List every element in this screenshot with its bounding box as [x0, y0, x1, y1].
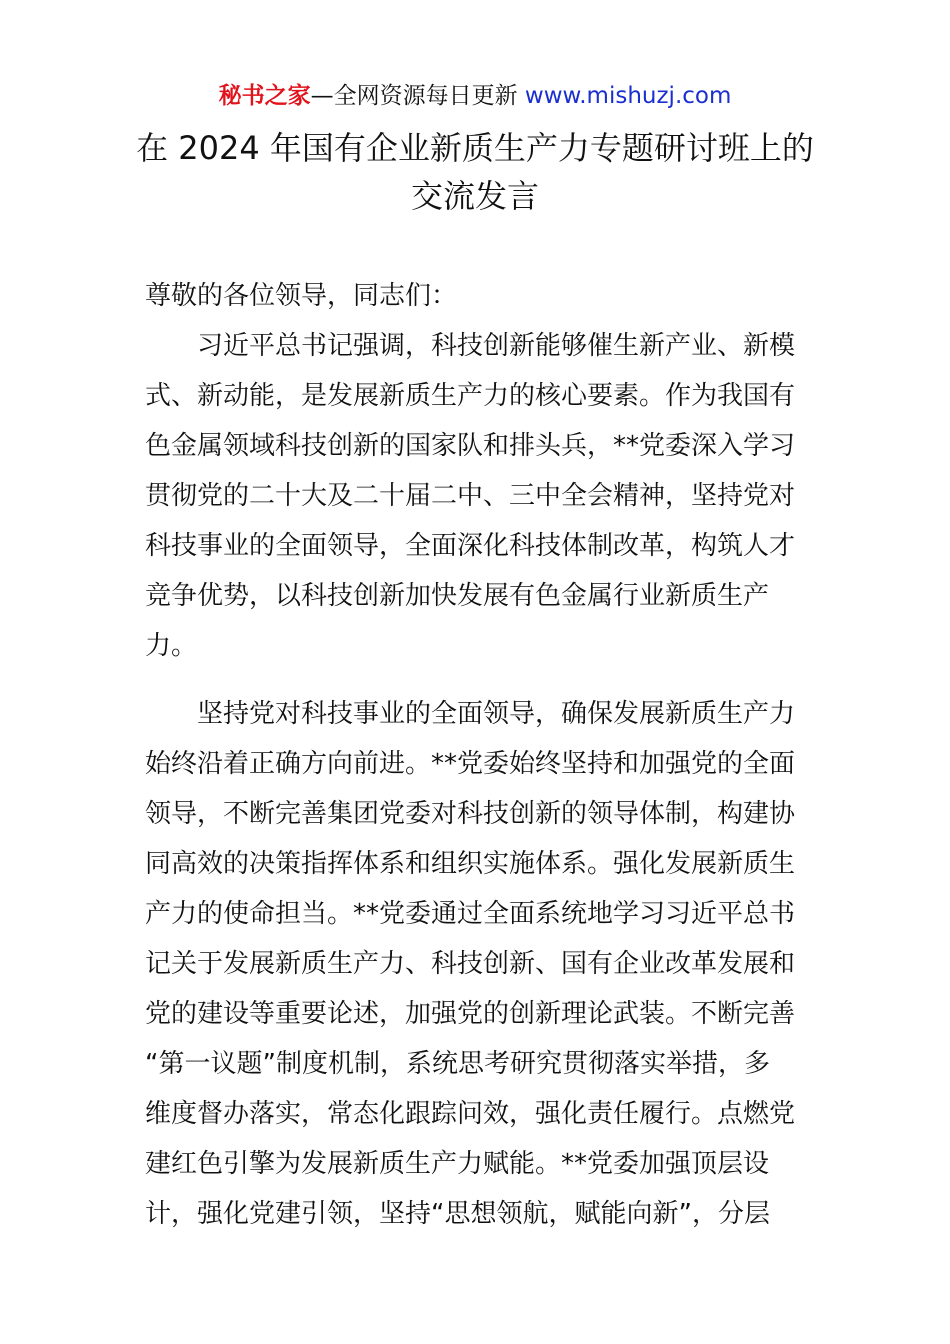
paragraph-1: [145, 328, 810, 678]
paragraph-line: 维度督办落实，常态化跟踪问效，强化责任履行。点燃党: [145, 1099, 796, 1129]
paragraph-line: 科技事业的全面领导，全面深化科技体制改革，构筑人才: [145, 531, 796, 561]
paragraph-line: 贯彻党的二十大及二十届二中、三中全会精神，坚持党对: [145, 481, 796, 511]
paragraph-line: 产力的使命担当。**党委通过全面系统地学习习近平总书: [145, 899, 796, 929]
paragraph-line: 竞争优势，以科技创新加快发展有色金属行业新质生产: [145, 581, 770, 611]
salutation: 尊敬的各位领导，同志们：: [145, 281, 458, 311]
paragraph-line: 计，强化党建引领，坚持“思想领航，赋能向新”，分层: [145, 1199, 770, 1229]
paragraph-line: 色金属领域科技创新的国家队和排头兵，**党委深入学习: [145, 431, 796, 461]
site-tagline: —全网资源每日更新: [310, 83, 518, 109]
paragraph-line: 同高效的决策指挥体系和组织实施体系。强化发展新质生: [145, 849, 796, 879]
paragraph-line: 式、新动能，是发展新质生产力的核心要素。作为我国有: [145, 381, 796, 411]
site-name: 秘书之家: [218, 83, 311, 109]
document-body: [145, 278, 810, 1246]
title-line-1: 在 2024 年国有企业新质生产力专题研讨班上的: [136, 129, 814, 167]
site-url-link[interactable]: www.mishuzj.com: [524, 83, 732, 109]
paragraph-line: 力。: [145, 631, 198, 661]
paragraph-line: “第一议题”制度机制，系统思考研究贯彻落实举措，多: [145, 1049, 770, 1079]
paragraph-gap: [145, 678, 810, 696]
paragraph-line: 领导，不断完善集团党委对科技创新的领导体制，构建协: [145, 799, 796, 829]
paragraph-2: [145, 696, 810, 1246]
paragraph-line: 记关于发展新质生产力、科技创新、国有企业改革发展和: [145, 949, 796, 979]
paragraph-line: 习近平总书记强调，科技创新能够催生新产业、新模: [145, 331, 796, 361]
paragraph-line: 坚持党对科技事业的全面领导，确保发展新质生产力: [145, 699, 796, 729]
paragraph-line: 党的建设等重要论述，加强党的创新理论武装。不断完善: [145, 999, 796, 1029]
title-line-2: 交流发言: [410, 177, 539, 215]
paragraph-line: 始终沿着正确方向前进。**党委始终坚持和加强党的全面: [145, 749, 796, 779]
paragraph-line: 建红色引擎为发展新质生产力赋能。**党委加强顶层设: [145, 1149, 770, 1179]
document-title: [100, 124, 850, 220]
site-header: [0, 80, 950, 112]
